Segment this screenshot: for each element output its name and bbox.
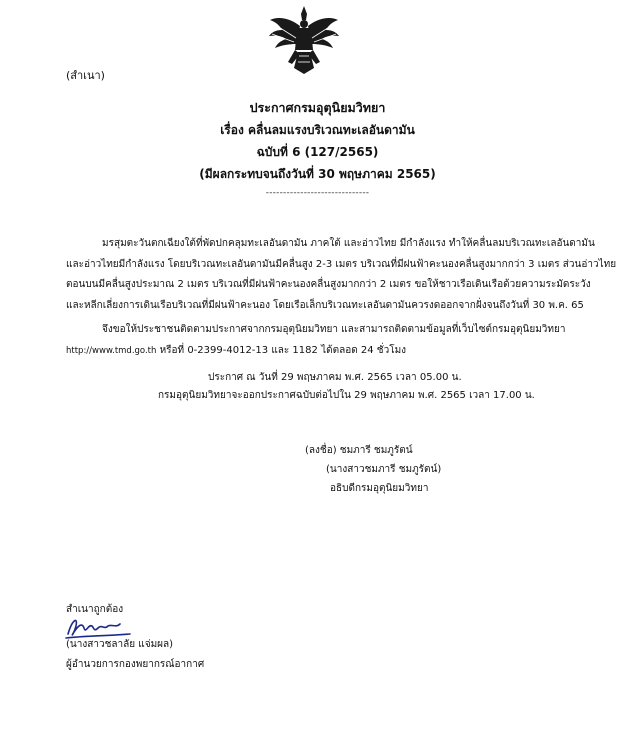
body-line: มรสุมตะวันตกเฉียงใต้ที่พัดปกคลุมทะเลอันดามัน ภาคใต้ และอ่าวไทย มีกำลังแรง ทำให้คลื่นลมบริเวณทะเลอันดามัน: [102, 238, 595, 249]
body-line: ตอนบนมีคลื่นสูงประมาณ 2 เมตร บริเวณที่มีฝนฟ้าคะนองคลื่นสูงมากกว่า 2 เมตร ขอให้ชาวเรือเดินเรือด้วยความระมัดระวัง: [66, 279, 591, 290]
document-subject: เรื่อง คลื่นลมแรงบริเวณทะเลอันดามัน: [220, 123, 415, 137]
body-paragraph-2: [66, 320, 606, 361]
certifier-position: ผู้อำนวยการกองพยากรณ์อากาศ: [66, 659, 205, 670]
signer-name: (นางสาวชมภารี ชมภูรัตน์): [326, 464, 442, 475]
signer-position: อธิบดีกรมอุตุนิยมวิทยา: [330, 483, 429, 494]
copy-tag: (สำเนา): [66, 69, 105, 82]
body-line: จึงขอให้ประชาชนติดตามประกาศจากกรมอุตุนิยมวิทยา และสามารถติดตามข้อมูลที่เว็บไซต์กรมอุตุนิยมวิทยา: [102, 324, 566, 335]
issued-time: ประกาศ ณ วันที่ 29 พฤษภาคม พ.ศ. 2565 เวลา 05.00 น.: [208, 372, 462, 383]
body-line: และอ่าวไทยมีกำลังแรง โดยบริเวณทะเลอันดามันมีคลื่นสูง 2-3 เมตร บริเวณที่มีฝนฟ้าคะนองคลื่นสูงมากกว่า 3 เมตร ส่วนอ่าวไทย: [66, 258, 617, 270]
body-line: [66, 341, 606, 362]
certifier-name: (นางสาวชลาลัย แจ่มผล): [66, 639, 174, 650]
document-title: ประกาศกรมอุตุนิยมวิทยา: [249, 100, 386, 115]
website-link[interactable]: http://www.tmd.go.th: [66, 345, 157, 356]
contact-text: หรือที่ 0-2399-4012-13 และ 1182 ได้ตลอด 24 ชั่วโมง: [156, 344, 407, 356]
next-issue-time: กรมอุตุนิยมวิทยาจะออกประกาศฉบับต่อไปใน 29 พฤษภาคม พ.ศ. 2565 เวลา 17.00 น.: [158, 390, 535, 401]
body-line: และหลีกเลี่ยงการเดินเรือบริเวณที่มีฝนฟ้าคะนอง โดยเรือเล็กบริเวณทะเลอันดามันควรงดออกจากฝั่งจนถึงวันที่ 30 พ.ค. 65: [66, 299, 584, 311]
garuda-emblem-icon: [266, 6, 342, 76]
issue-number: ฉบับที่ 6 (127/2565): [256, 145, 379, 159]
separator-line: ------------------------------: [265, 188, 370, 198]
effective-date: (มีผลกระทบจนถึงวันที่ 30 พฤษภาคม 2565): [199, 167, 436, 181]
signed-by: (ลงชื่อ) ชมภารี ชมภูรัตน์: [305, 445, 413, 456]
certified-copy-label: สำเนาถูกต้อง: [66, 604, 124, 615]
body-paragraph-1: [66, 234, 617, 316]
